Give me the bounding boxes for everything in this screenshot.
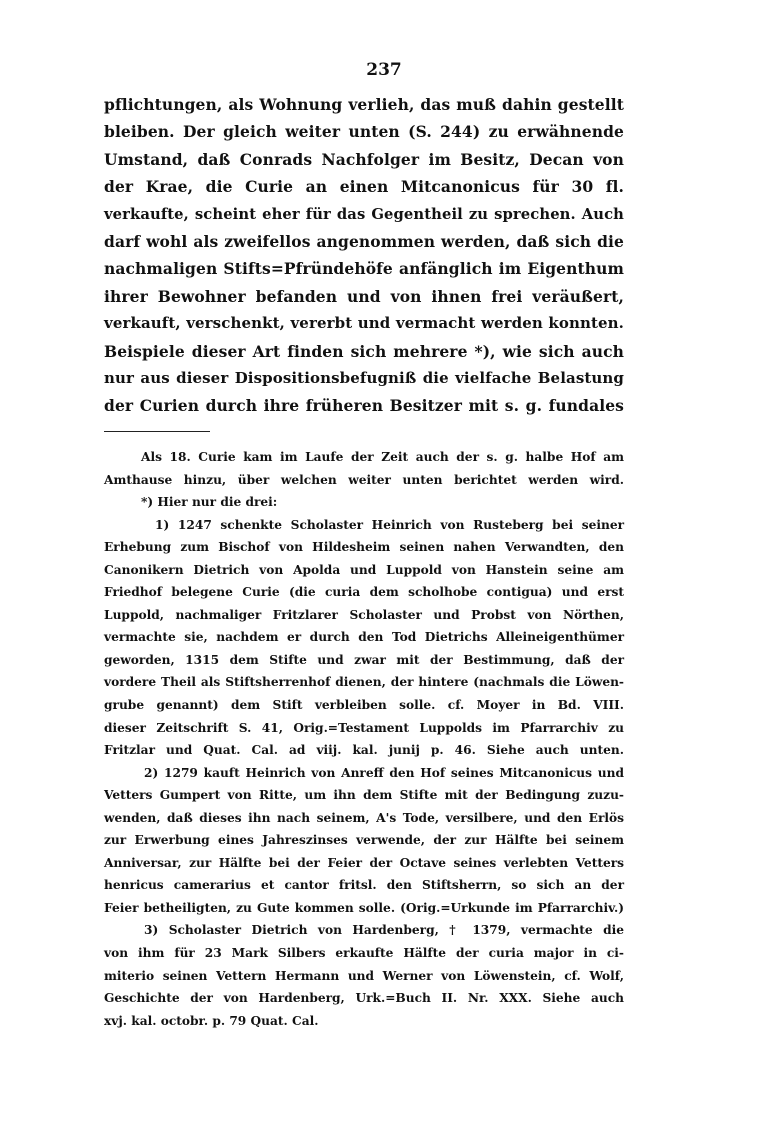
- text-line: ihrer Bewohner befanden und von ihnen frei veräußert,: [104, 286, 624, 306]
- footnote-line: Erhebung zum Bischof von Hildesheim seinen nahen Verwandten, den: [104, 540, 624, 555]
- text-line: Beispiele dieser Art finden sich mehrere *), wie sich auch: [104, 341, 624, 361]
- footnote-line: Feier betheiligten, zu Gute kommen solle. (Orig.=Urkunde im Pfarrarchiv.): [104, 900, 624, 915]
- footnote-line: 3) Scholaster Dietrich von Hardenberg, † 1379, vermachte die: [144, 923, 624, 938]
- footnote-line: *) Hier nur die drei:: [141, 495, 278, 510]
- footnote-line: vermachte sie, nachdem er durch den Tod Dietrichs Alleineigenthümer: [104, 630, 624, 645]
- footnote-line: grube genannt) dem Stift verbleiben solle. cf. Moyer in Bd. VIII.: [104, 698, 624, 713]
- footnote-line: Luppold, nachmaliger Fritzlarer Scholaster und Probst von Nörthen,: [104, 607, 624, 622]
- footnote-line: Vetters Gumpert von Ritte, um ihn dem Stifte mit der Bedingung zuzu-: [104, 788, 624, 803]
- footnote-line: Friedhof belegene Curie (die curia dem scholhobe contigua) und erst: [104, 585, 624, 600]
- text-line: verkauft, verschenkt, vererbt und vermacht werden konnten.: [104, 314, 624, 333]
- footnote-line: 2) 1279 kauft Heinrich von Anreff den Hof seines Mitcanonicus und: [144, 765, 624, 780]
- footnote-line: Amthause hinzu, über welchen weiter unten berichtet werden wird.: [104, 472, 624, 487]
- text-line: verkaufte, scheint eher für das Gegentheil zu sprechen. Auch: [104, 205, 624, 223]
- text-line: Umstand, daß Conrads Nachfolger im Besitz, Decan von: [104, 149, 624, 169]
- footnote-line: zur Erwerbung eines Jahreszinses verwende, der zur Hälfte bei seinem: [104, 833, 624, 848]
- main-text: [104, 91, 624, 420]
- footnote-line: von ihm für 23 Mark Silbers erkaufte Hälfte der curia major in ci-: [104, 946, 624, 961]
- footnotes: [104, 446, 624, 1032]
- text-line: nur aus dieser Dispositionsbefugniß die vielfache Belastung: [104, 368, 624, 387]
- footnote-line: Anniversar, zur Hälfte bei der Feier der Octave seines verlebten Vetters: [104, 855, 624, 870]
- footnote-line: geworden, 1315 dem Stifte und zwar mit der Bestimmung, daß der: [104, 652, 624, 667]
- text-line: nachmaligen Stifts=Pfründehöfe anfänglich im Eigenthum: [104, 259, 624, 279]
- footnote-line: wenden, daß dieses ihn nach seinem, A's Tode, versilbere, und den Erlös: [104, 810, 624, 825]
- footnote-line: henricus camerarius et cantor fritsl. den Stiftsherrn, so sich an der: [104, 878, 624, 893]
- text-line: darf wohl als zweifellos angenommen werden, daß sich die: [104, 231, 624, 251]
- footnote-line: Als 18. Curie kam im Laufe der Zeit auch der s. g. halbe Hof am: [141, 450, 624, 464]
- footnote-line: vordere Theil als Stiftsherrenhof dienen, der hintere (nachmals die Löwen-: [104, 675, 624, 690]
- footnote-line: Geschichte der von Hardenberg, Urk.=Buch II. Nr. XXX. Siehe auch: [104, 991, 624, 1006]
- footnote-line: dieser Zeitschrift S. 41, Orig.=Testament Luppolds im Pfarrarchiv zu: [104, 720, 624, 735]
- footnote-line: miterio seinen Vettern Hermann und Werner von Löwenstein, cf. Wolf,: [104, 968, 624, 983]
- text-line: pflichtungen, als Wohnung verlieh, das muß dahin gestellt: [104, 95, 624, 114]
- page-number: 237: [366, 60, 402, 80]
- text-line: der Curien durch ihre früheren Besitzer mit s. g. fundales: [104, 396, 624, 416]
- footnote-line: Fritzlar und Quat. Cal. ad viij. kal. junij p. 46. Siehe auch unten.: [104, 743, 624, 758]
- footnote-line: xvj. kal. octobr. p. 79 Quat. Cal.: [104, 1013, 319, 1028]
- text-line: der Krae, die Curie an einen Mitcanonicus für 30 fl.: [104, 177, 624, 197]
- text-line: bleiben. Der gleich weiter unten (S. 244) zu erwähnende: [104, 122, 624, 142]
- footnote-line: Canonikern Dietrich von Apolda und Luppold von Hanstein seine am: [104, 562, 624, 577]
- footnote-line: 1) 1247 schenkte Scholaster Heinrich von Rusteberg bei seiner: [155, 517, 624, 532]
- footnote-divider: [104, 431, 210, 432]
